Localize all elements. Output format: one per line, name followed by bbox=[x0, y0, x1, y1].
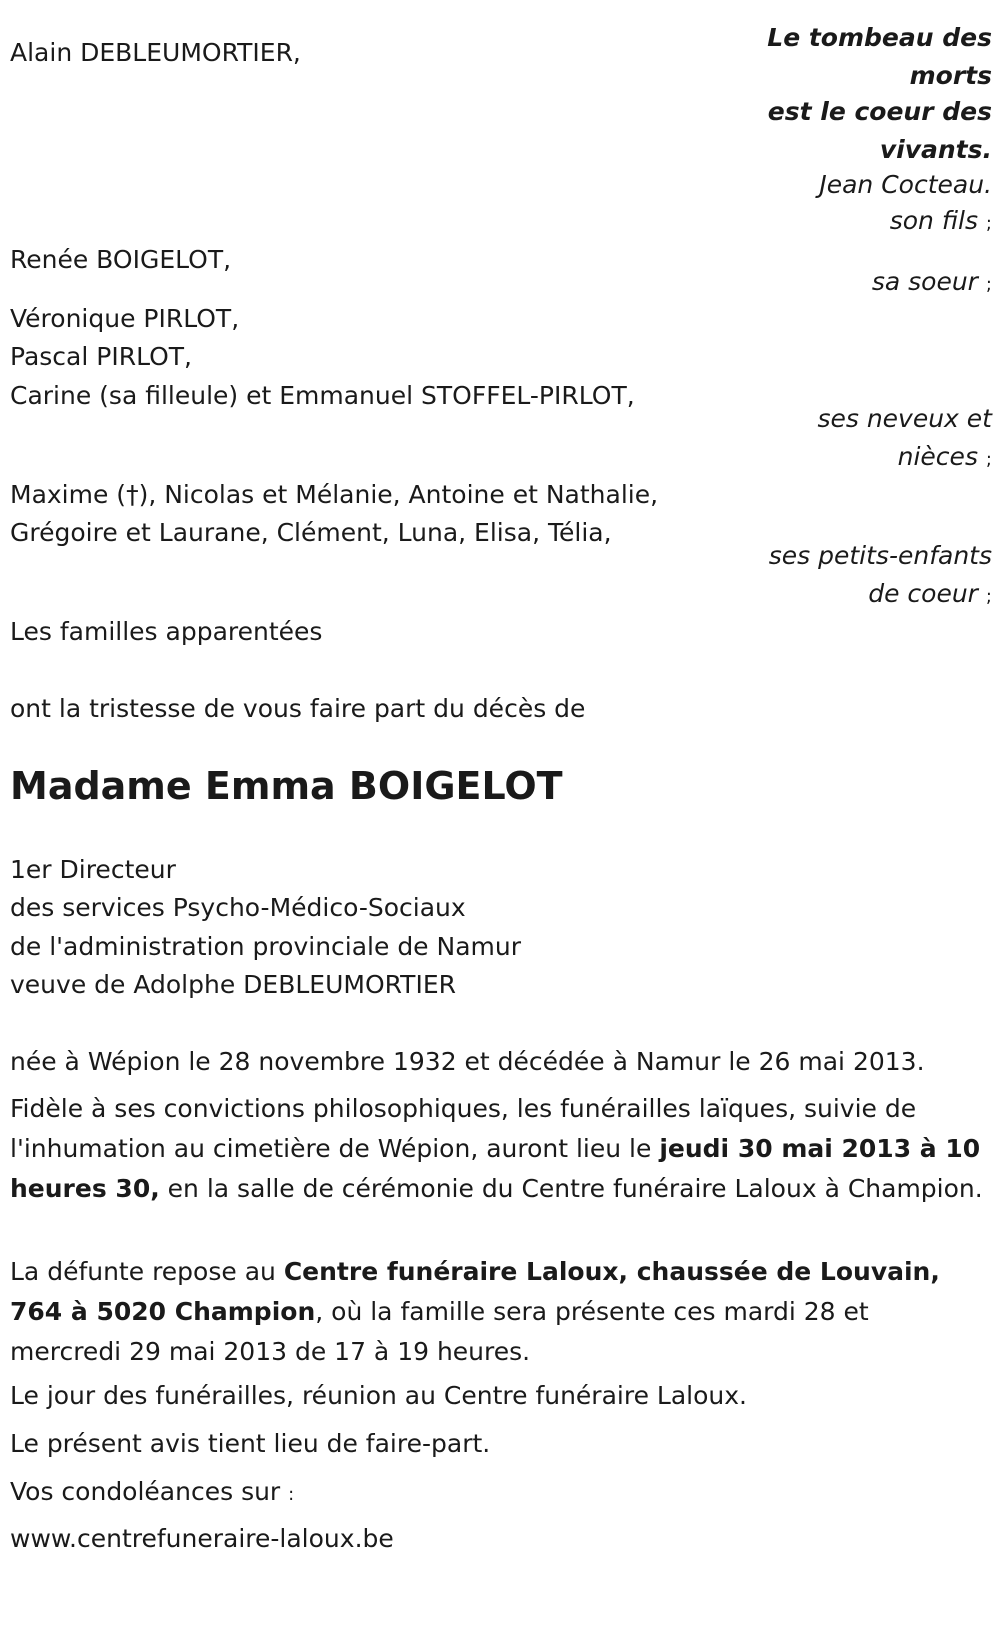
family-sister-name: Renée BOIGELOT, bbox=[10, 245, 232, 274]
family-nephew-1: Véronique PIRLOT, bbox=[10, 304, 240, 333]
deceased-title-3: de l'administration provinciale de Namur bbox=[10, 932, 522, 961]
family-son-relation bbox=[890, 201, 992, 244]
quote-line-3: est le coeur des bbox=[767, 97, 992, 126]
family-son-name: Alain DEBLEUMORTIER, bbox=[10, 38, 301, 67]
funeral-paragraph bbox=[10, 1089, 985, 1209]
relation-text: son fils bbox=[889, 206, 978, 235]
relation-text: de coeur bbox=[868, 579, 978, 608]
deceased-name: Madame Emma BOIGELOT bbox=[10, 764, 563, 808]
deceased-title-2: des services Psycho-Médico-Sociaux bbox=[10, 893, 466, 922]
condolences-text: Vos condoléances sur bbox=[10, 1477, 281, 1506]
family-nephew-3: Carine (sa filleule) et Emmanuel STOFFEL-PIRLOT, bbox=[10, 381, 635, 410]
quote-line-1: Le tombeau des bbox=[767, 23, 992, 52]
family-grandchildren-relation-1: ses petits-enfants bbox=[768, 541, 992, 570]
birth-death-text: née à Wépion le 28 novembre 1932 et décédée à Namur le 26 mai 2013. bbox=[10, 1047, 925, 1076]
family-grandchildren-relation-2 bbox=[868, 574, 992, 617]
funeral-date-time: jeudi 30 mai 2013 à 10 heures 30, bbox=[10, 1134, 981, 1203]
repose-location: Centre funéraire Laloux, chaussée de Louvain, 764 à 5020 Champion bbox=[10, 1257, 940, 1326]
family-grandchildren-1: Maxime (†), Nicolas et Mélanie, Antoine et Nathalie, bbox=[10, 480, 659, 509]
notice-text: Le présent avis tient lieu de faire-part. bbox=[10, 1429, 491, 1458]
family-nephew-2: Pascal PIRLOT, bbox=[10, 342, 193, 371]
repose-text-1: La défunte repose au bbox=[10, 1257, 284, 1286]
relation-separator: ; bbox=[985, 449, 992, 470]
family-nephews-relation-1: ses neveux et bbox=[817, 404, 992, 433]
funeral-text-2: en la salle de cérémonie du Centre funéraire Laloux à Champion. bbox=[159, 1174, 983, 1203]
quote-author: Jean Cocteau. bbox=[819, 170, 992, 199]
funeral-text-1: Fidèle à ses convictions philosophiques, les funérailles laïques, suivie de l'inhumation au cimetière de Wépion, auront lieu le bbox=[10, 1094, 917, 1163]
website-link[interactable]: www.centrefuneraire-laloux.be bbox=[10, 1524, 394, 1553]
relation-text: nièces bbox=[897, 442, 978, 471]
deceased-title-4: veuve de Adolphe DEBLEUMORTIER bbox=[10, 970, 456, 999]
repose-text-2: , où la famille sera présente ces mardi 28 et mercredi 29 mai 2013 de 17 à 19 heures. bbox=[10, 1297, 869, 1366]
relation-separator: ; bbox=[985, 274, 992, 295]
relation-separator: ; bbox=[985, 586, 992, 607]
quote-line-2: morts bbox=[909, 61, 992, 90]
repose-paragraph bbox=[10, 1252, 985, 1372]
relation-text: sa soeur bbox=[871, 267, 978, 296]
relation-separator: ; bbox=[985, 213, 992, 234]
announcement-text: ont la tristesse de vous faire part du décès de bbox=[10, 694, 586, 723]
family-relatives: Les familles apparentées bbox=[10, 617, 323, 646]
quote-line-4: vivants. bbox=[879, 135, 992, 164]
deceased-title-1: 1er Directeur bbox=[10, 855, 176, 884]
family-sister-relation bbox=[872, 262, 992, 305]
condolences-separator: : bbox=[288, 1484, 295, 1505]
meeting-text: Le jour des funérailles, réunion au Centre funéraire Laloux. bbox=[10, 1381, 747, 1410]
condolences-label bbox=[10, 1472, 294, 1515]
family-grandchildren-2: Grégoire et Laurane, Clément, Luna, Elisa, Télia, bbox=[10, 518, 612, 547]
family-nephews-relation-2 bbox=[898, 437, 992, 480]
